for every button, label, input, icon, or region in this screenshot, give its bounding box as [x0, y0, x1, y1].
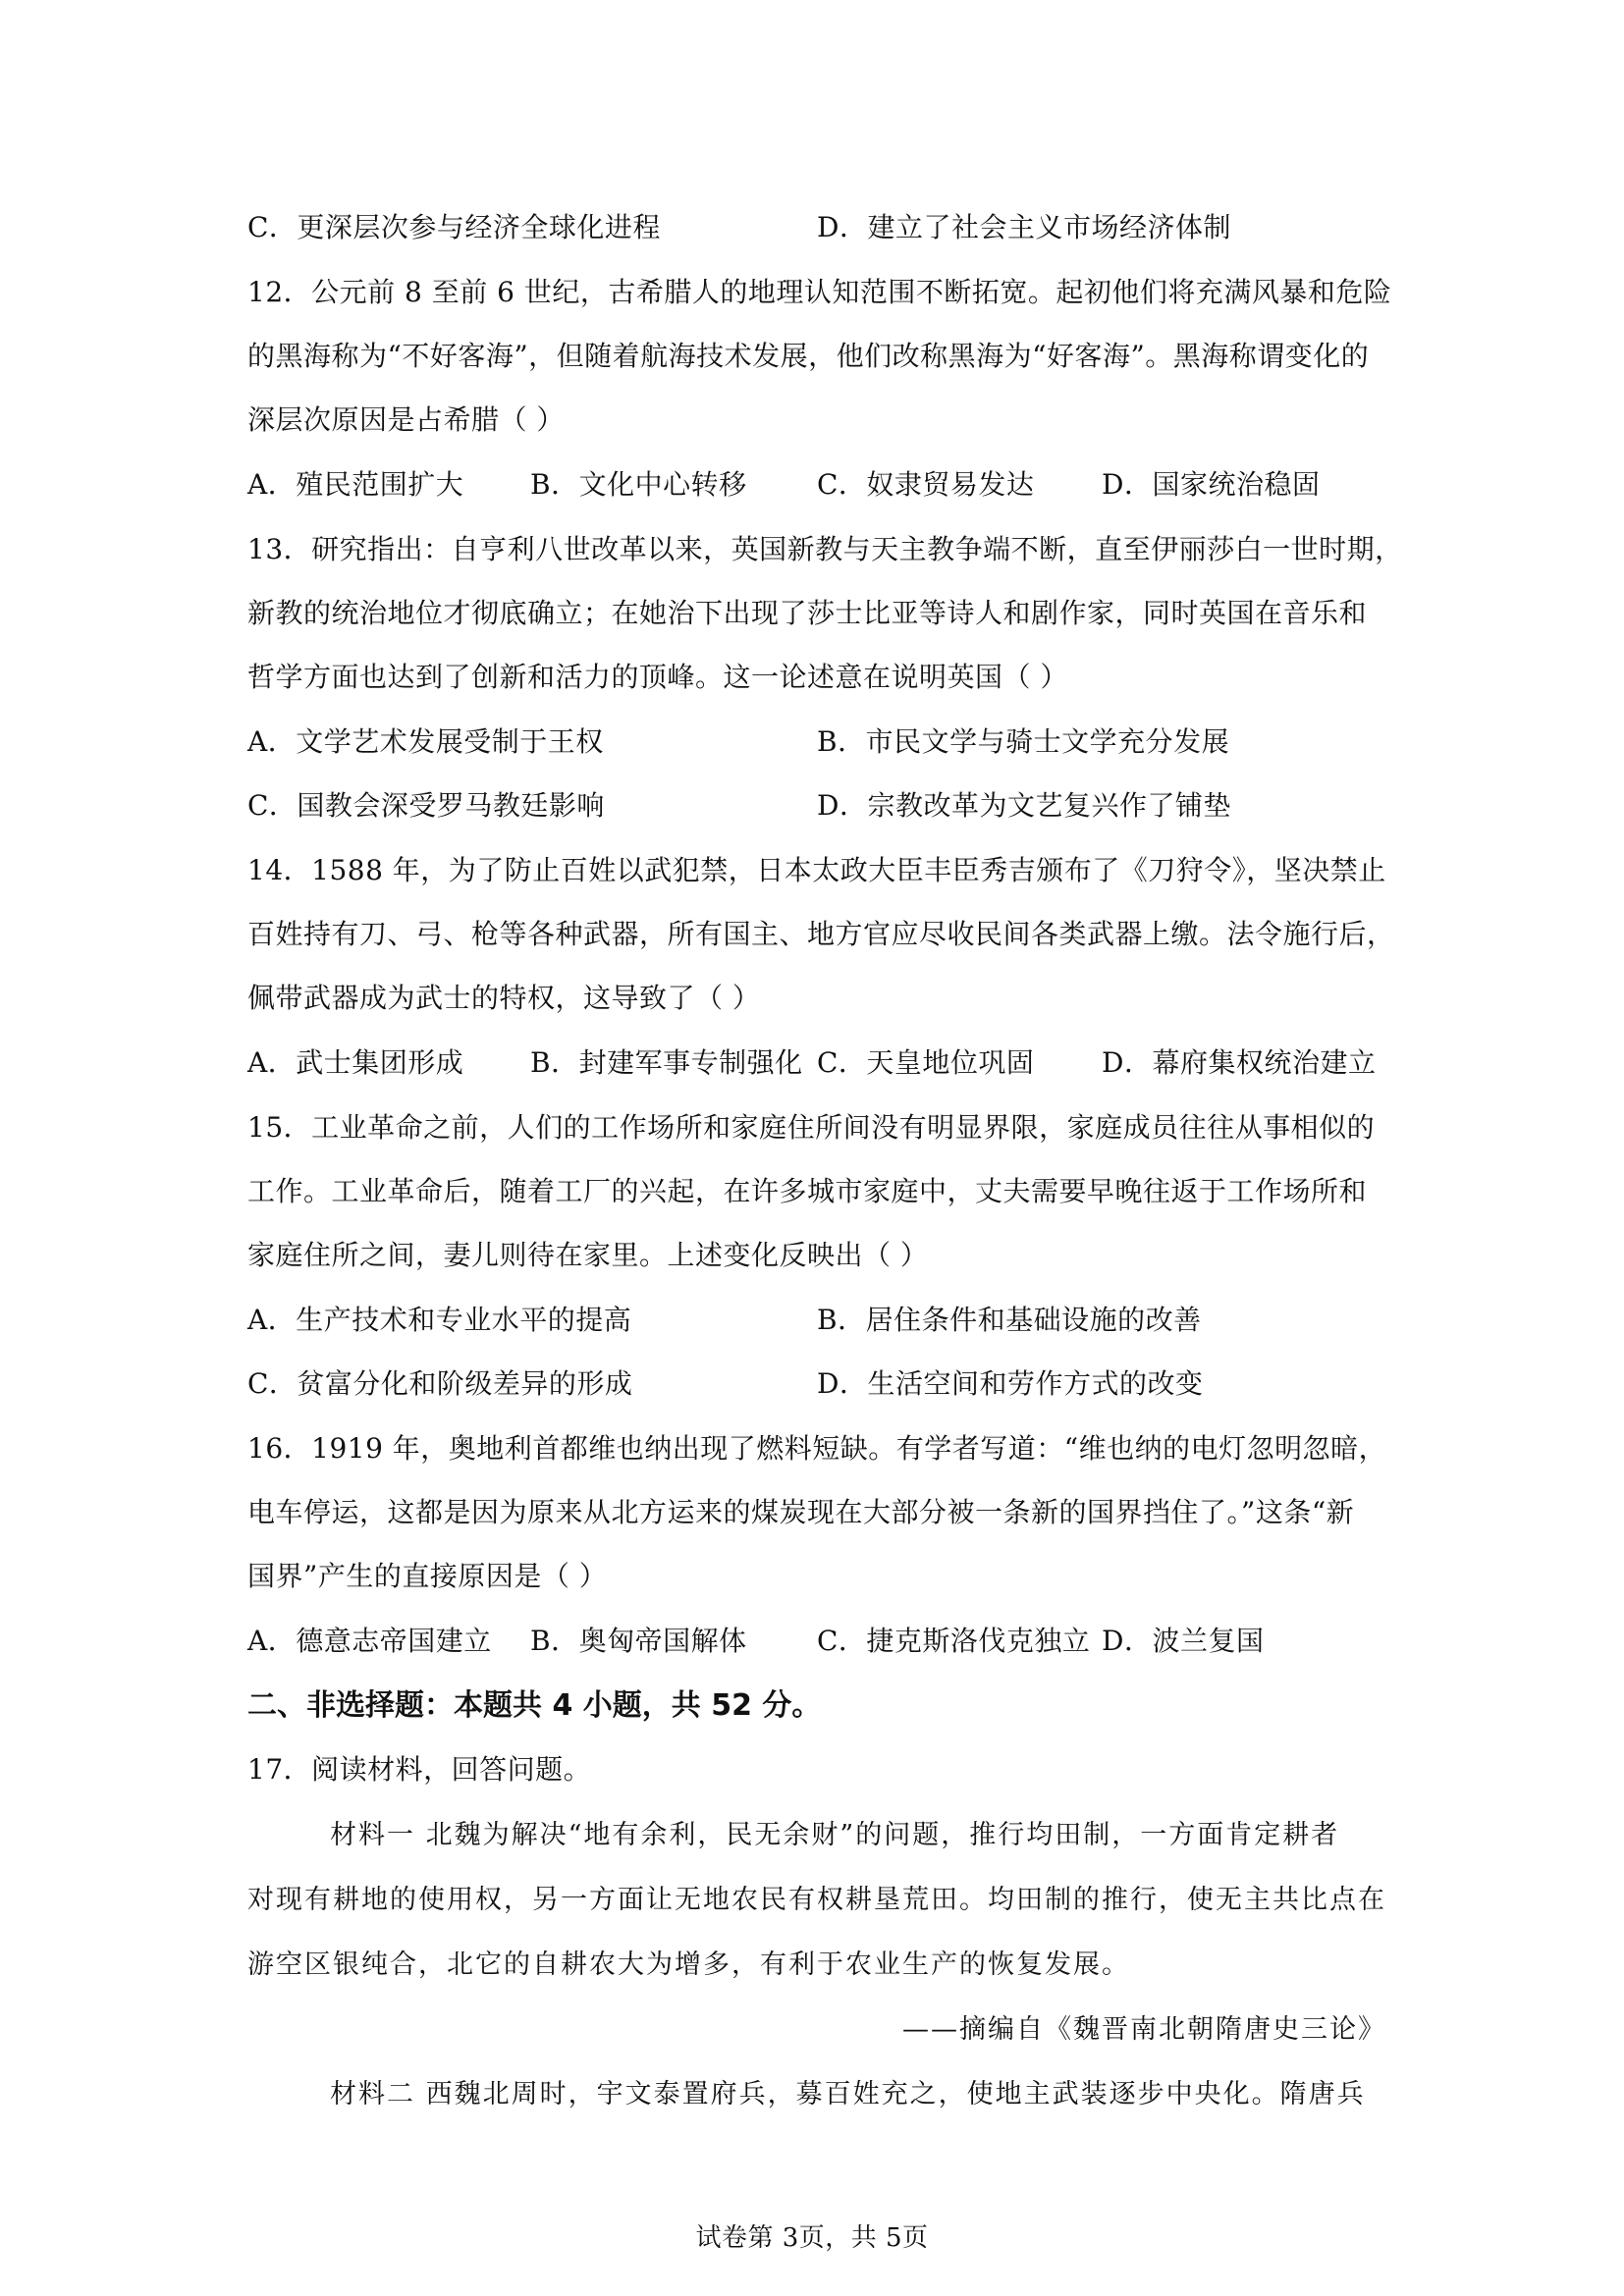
q14-option-d: D．幕府集权统治建立	[1102, 1046, 1377, 1079]
q16-option-b: B．奥匈帝国解体	[530, 1625, 747, 1657]
page-footer: 试卷第 3页，共 5页	[695, 2223, 929, 2253]
q12-option-c: C．奴隶贸易发达	[817, 468, 1035, 501]
q14-line-3: 佩带武器成为武士的特权，这导致了（ ）	[247, 982, 761, 1014]
q13-option-d: D．宗教改革为文艺复兴作了铺垫	[817, 789, 1231, 822]
q16-option-a: A．德意志帝国建立	[247, 1625, 492, 1657]
q13-line-1: 13．研究指出：自亨利八世改革以来，英国新教与天主教争端不断，直至伊丽莎白一世时期，	[247, 533, 1403, 565]
q17-material1-line-2: 对现有耕地的使用权，另一方面让无地农民有权耕垦荒田。均田制的推行，使无主共比点在	[247, 1885, 1386, 1915]
q12-option-d: D．国家统治稳固	[1102, 468, 1321, 501]
q17-material1-source: ——摘编自《魏晋南北朝隋唐史三论》	[902, 2014, 1386, 2045]
q14-option-b: B．封建军事专制强化	[530, 1046, 803, 1079]
section-2-heading: 二、非选择题：本题共 4 小题，共 52 分。	[247, 1688, 822, 1723]
q17-material1-line-1: 材料一 北魏为解决“地有余利，民无余财”的问题，推行均田制，一方面肯定耕者	[330, 1820, 1340, 1850]
q12-line-3: 深层次原因是占希腊（ ）	[247, 403, 565, 436]
q16-option-d: D．波兰复国	[1102, 1625, 1265, 1657]
q15-line-3: 家庭住所之间，妻儿则待在家里。上述变化反映出（ ）	[247, 1239, 929, 1271]
q15-line-1: 15．工业革命之前，人们的工作场所和家庭住所间没有明显界限，家庭成员往往从事相似的	[247, 1111, 1376, 1144]
q14-line-2: 百姓持有刀、弓、枪等各种武器，所有国主、地方官应尽收民间各类武器上缴。法令施行后，	[247, 918, 1395, 950]
q15-line-2: 工作。工业革命后，随着工厂的兴起，在许多城市家庭中，丈夫需要早晚往返于工作场所和	[247, 1175, 1368, 1207]
q14-option-a: A．武士集团形成	[247, 1046, 464, 1079]
q16-line-2: 电车停运，这都是因为原来从北方运来的煤炭现在大部分被一条新的国界挡住了。”这条“新	[247, 1496, 1355, 1528]
q11-option-d: D．建立了社会主义市场经济体制	[817, 211, 1231, 243]
q11-option-c: C．更深层次参与经济全球化进程	[247, 211, 661, 243]
q14-option-c: C．天皇地位巩固	[817, 1046, 1035, 1079]
q14-line-1: 14．1588 年，为了防止百姓以武犯禁，日本太政大臣丰臣秀吉颁布了《刀狩令》，坚决禁止	[247, 854, 1386, 886]
q16-line-1: 16．1919 年，奥地利首都维也纳出现了燃料短缺。有学者写道：“维也纳的电灯忽明忽暗，	[247, 1432, 1387, 1465]
q12-line-2: 的黑海称为“不好客海”，但随着航海技术发展，他们改称黑海为“好客海”。黑海称谓变化的	[247, 340, 1370, 372]
q15-option-a: A．生产技术和专业水平的提高	[247, 1304, 632, 1336]
q15-option-d: D．生活空间和劳作方式的改变	[817, 1367, 1204, 1400]
q13-option-c: C．国教会深受罗马教廷影响	[247, 789, 605, 822]
q17-prompt: 17．阅读材料，回答问题。	[247, 1753, 592, 1786]
q15-option-b: B．居住条件和基础设施的改善	[817, 1304, 1202, 1336]
q12-option-a: A．殖民范围扩大	[247, 468, 464, 501]
q13-line-3: 哲学方面也达到了创新和活力的顶峰。这一论述意在说明英国（ ）	[247, 661, 1068, 693]
q15-option-c: C．贫富分化和阶级差异的形成	[247, 1367, 633, 1400]
q13-option-b: B．市民文学与骑士文学充分发展	[817, 725, 1230, 758]
q17-material1-line-3: 游空区银纯合，北它的自耕农大为增多，有利于农业生产的恢复发展。	[247, 1949, 1130, 1980]
q12-option-b: B．文化中心转移	[530, 468, 747, 501]
q16-line-3: 国界”产生的直接原因是（ ）	[247, 1560, 608, 1592]
q12-line-1: 12．公元前 8 至前 6 世纪，古希腊人的地理认知范围不断拓宽。起初他们将充满风暴和危险	[247, 276, 1392, 308]
q16-option-c: C．捷克斯洛伐克独立	[817, 1625, 1091, 1657]
q13-option-a: A．文学艺术发展受制于王权	[247, 725, 604, 758]
q17-material2-line-1: 材料二 西魏北周时，宇文泰置府兵，募百姓充之，使地主武装逐步中央化。隋唐兵	[330, 2079, 1366, 2109]
q13-line-2: 新教的统治地位才彻底确立；在她治下出现了莎士比亚等诗人和剧作家，同时英国在音乐和	[247, 597, 1368, 629]
